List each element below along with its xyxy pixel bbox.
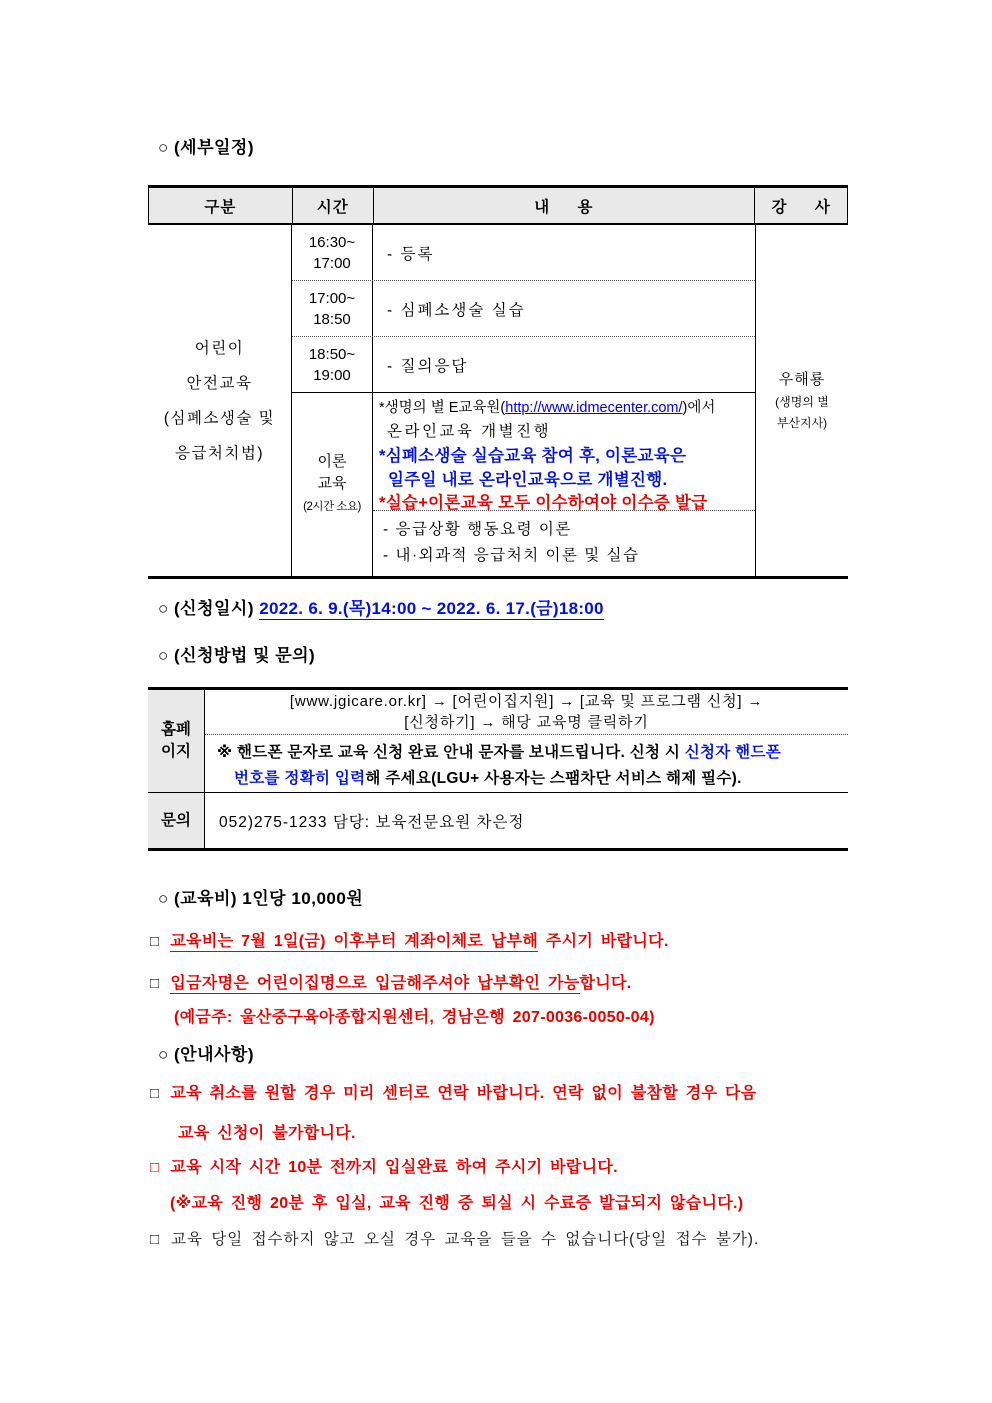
guide-note-1-line1: 교육 취소를 원할 경우 미리 센터로 연락 바랍니다. 연락 없이 불참할 경우 다음 xyxy=(170,1085,757,1102)
theory-items xyxy=(373,511,755,576)
col-header-instructor: 강 사 xyxy=(771,198,831,216)
checkbox-icon: □ xyxy=(150,975,160,992)
theory-time-text: 이론 xyxy=(317,453,347,470)
fee-note-1 xyxy=(150,928,669,951)
instructor-org-line: (생명의 별 xyxy=(775,394,829,409)
time-text: 19:00 xyxy=(313,366,351,384)
table-row xyxy=(292,225,755,281)
guide-note-2 xyxy=(150,1154,618,1177)
category-line: 응급처치법) xyxy=(174,444,265,462)
online-note-line2: 온라인교육 개별진행 xyxy=(387,423,552,440)
col-header-time: 시간 xyxy=(293,188,374,223)
time-text: 16:30~ xyxy=(308,233,356,251)
theory-blue-note-line2: 일주일 내로 온라인교육으로 개별진행. xyxy=(388,471,668,489)
guide-note-1 xyxy=(150,1080,757,1143)
apply-datetime-line xyxy=(158,594,604,619)
time-cell xyxy=(292,337,373,392)
time-text: 17:00~ xyxy=(308,289,356,307)
category-cell xyxy=(148,225,292,576)
time-cell xyxy=(292,225,373,280)
homepage-label-line: 이지 xyxy=(161,743,191,760)
time-text: 18:50~ xyxy=(308,345,356,363)
homepage-label xyxy=(148,690,205,792)
sms-notice xyxy=(205,735,848,792)
ecenter-url-link[interactable]: http://www.idmecenter.com/ xyxy=(505,400,683,416)
theory-notes xyxy=(373,393,755,511)
online-note-prefix: *생명의 별 E교육원( xyxy=(379,400,506,416)
col-header-category: 구분 xyxy=(149,188,293,223)
schedule-table-header xyxy=(148,188,848,225)
instructor-cell xyxy=(755,225,848,576)
guide-note-2-text: 교육 시작 시간 10분 전까지 입실완료 하여 주시기 바랍니다. xyxy=(170,1159,618,1176)
category-line: (심폐소생술 및 xyxy=(163,409,276,427)
sms-notice-line1 xyxy=(217,740,840,766)
schedule-heading: ○ (세부일정) xyxy=(158,138,255,157)
content-cell: - 질의응답 xyxy=(387,357,469,375)
time-text: 17:00 xyxy=(313,254,351,272)
sms-notice-highlight: 신청자 핸드폰 xyxy=(684,744,781,761)
guide-note-1-line2: 교육 신청이 불가합니다. xyxy=(178,1125,356,1142)
homepage-path-line2: [신청하기] → 해당 교육명 클릭하기 xyxy=(404,714,649,731)
online-note-suffix: )에서 xyxy=(682,400,716,416)
guide-note-4-text: 교육 당일 접수하지 않고 오실 경우 교육을 들을 수 없습니다(당일 접수 불가). xyxy=(171,1231,760,1248)
guide-heading: ○ (안내사항) xyxy=(158,1045,255,1064)
apply-datetime-label: ○ (신청일시) xyxy=(158,599,255,618)
table-row xyxy=(292,337,755,393)
homepage-path-line1: [www.jgicare.or.kr] → [어린이집지원] → [교육 및 프로그램 신청] → xyxy=(289,693,764,710)
content-cell: - 등록 xyxy=(387,245,435,263)
apply-datetime-value: 2022. 6. 9.(목)14:00 ~ 2022. 6. 17.(금)18:00 xyxy=(259,599,604,618)
inquiry-row xyxy=(148,793,848,848)
account-note: (예금주: 울산중구육아종합지원센터, 경남은행 207-0036-0050-04) xyxy=(174,1009,655,1026)
theory-time-cell xyxy=(292,393,373,576)
theory-item: - 응급상황 행동요령 이론 xyxy=(383,521,572,538)
fee-note-2-underlined: 입금자명은 어린이집명으로 입금해주셔야 납부확인 가능 xyxy=(170,975,580,992)
checkbox-icon: □ xyxy=(150,933,160,950)
time-text: 18:50 xyxy=(313,310,351,328)
category-line: 어린이 xyxy=(194,339,245,357)
contact-table xyxy=(148,687,848,851)
theory-blue-note-line1: *심폐소생술 실습교육 참여 후, 이론교육은 xyxy=(379,447,687,465)
theory-time-text: 교육 xyxy=(317,475,347,492)
time-cell xyxy=(292,281,373,336)
sms-notice-highlight: 번호를 정확히 입력 xyxy=(234,770,366,787)
inquiry-label-text: 문의 xyxy=(161,811,191,829)
checkbox-icon: □ xyxy=(150,1159,160,1176)
fee-note-1-rest: 주시기 바랍니다. xyxy=(538,933,669,950)
schedule-table xyxy=(148,185,848,579)
fee-note-2 xyxy=(150,970,632,993)
guide-note-3: (※교육 진행 20분 후 입실, 교육 진행 중 퇴실 시 수료증 발급되지 않습니다.) xyxy=(170,1195,744,1212)
sms-notice-text: ※ 핸드폰 문자로 교육 신청 완료 안내 문자를 보내드립니다. 신청 시 xyxy=(217,744,685,761)
checkbox-icon: □ xyxy=(150,1085,160,1102)
apply-method-heading: ○ (신청방법 및 문의) xyxy=(158,646,316,665)
inquiry-value: 052)275-1233 담당: 보육전문요원 차은정 xyxy=(219,813,525,831)
content-cell: - 심폐소생술 실습 xyxy=(387,301,526,319)
col-header-content: 내 용 xyxy=(374,188,755,223)
fee-note-2-rest: 합니다. xyxy=(579,975,632,992)
instructor-org-line: 부산지사) xyxy=(776,415,828,430)
inquiry-label xyxy=(148,793,205,848)
theory-duration-text: (2시간 소요) xyxy=(303,501,361,513)
homepage-row xyxy=(148,690,848,793)
table-row xyxy=(292,281,755,337)
sms-notice-line2 xyxy=(217,766,840,792)
category-line: 안전교육 xyxy=(186,374,253,392)
theory-item: - 내·외과적 응급처치 이론 및 실습 xyxy=(383,547,640,564)
theory-red-note: *실습+이론교육 모두 이수하여야 이수증 발급 xyxy=(379,494,708,512)
guide-note-4 xyxy=(150,1227,759,1249)
checkbox-icon: □ xyxy=(150,1231,161,1248)
fee-note-1-underlined: 교육비는 7월 1일(금) 이후부터 계좌이체로 납부해 xyxy=(170,933,539,950)
instructor-name: 우해룡 xyxy=(778,370,826,388)
online-note-line1 xyxy=(379,397,753,420)
fee-heading: ○ (교육비) 1인당 10,000원 xyxy=(158,889,364,908)
theory-row xyxy=(292,393,755,576)
sms-notice-text: 해 주세요(LGU+ 사용자는 스팸차단 서비스 해제 필수). xyxy=(365,770,742,787)
homepage-path xyxy=(205,690,848,735)
homepage-label-line: 홈페 xyxy=(161,721,191,738)
